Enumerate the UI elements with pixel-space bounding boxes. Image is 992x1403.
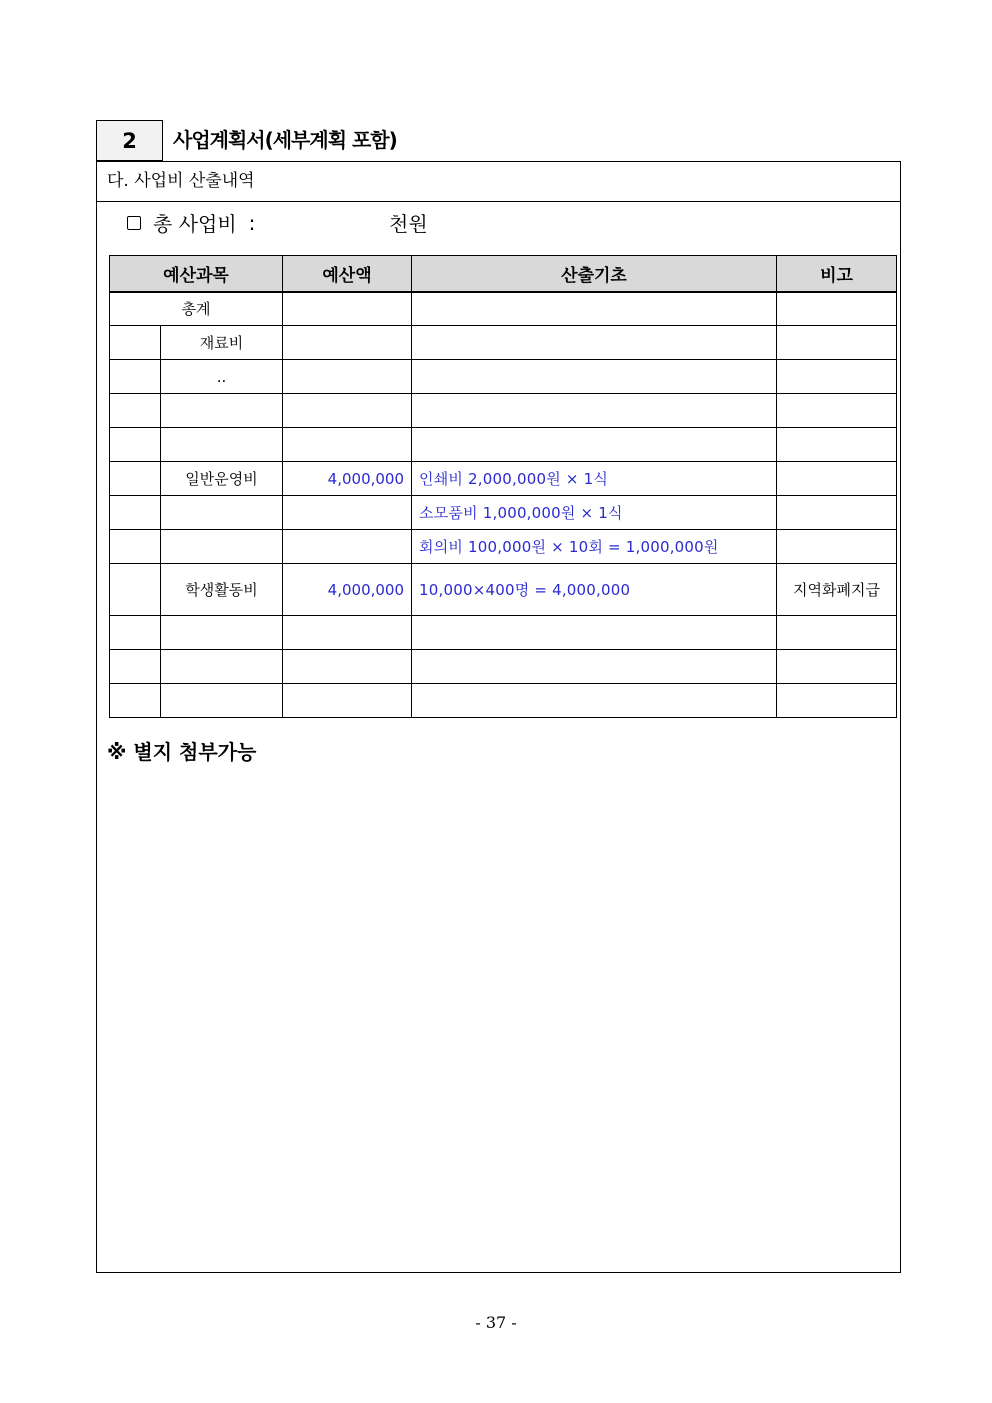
remarks-cell [777,326,897,360]
remarks-cell [777,530,897,564]
total-colon: : [248,210,256,235]
amount-cell [283,326,412,360]
remarks-cell: 지역화폐지급 [777,564,897,616]
total-label: 총 사업비 [153,212,237,236]
table-row [110,394,897,428]
item-cell: 일반운영비 [161,462,283,496]
basis-cell [412,616,777,650]
header-amount: 예산액 [283,256,412,292]
table-row [110,326,897,360]
header-budget-item: 예산과목 [110,256,283,292]
item-cell: 재료비 [161,326,283,360]
basis-cell: 10,000×400명 = 4,000,000 [412,564,777,616]
indent-cell [110,326,161,360]
amount-cell [283,530,412,564]
amount-cell [283,394,412,428]
amount-cell [283,616,412,650]
remarks-cell [777,360,897,394]
amount-cell [283,684,412,718]
remarks-cell [777,394,897,428]
remarks-cell [777,616,897,650]
amount-cell: 4,000,000 [283,564,412,616]
indent-cell [110,394,161,428]
remarks-cell [777,650,897,684]
table-row [110,360,897,394]
basis-cell [412,292,777,326]
table-row [110,616,897,650]
attachment-note: ※ 별지 첨부가능 [107,740,257,764]
table-row [110,530,897,564]
remarks-cell [777,428,897,462]
amount-cell: 4,000,000 [283,462,412,496]
header-remarks: 비고 [777,256,897,292]
basis-cell [412,428,777,462]
subheading: 다. 사업비 산출내역 [97,162,900,202]
basis-cell [412,650,777,684]
basis-cell: 소모품비 1,000,000원 × 1식 [412,496,777,530]
remarks-cell [777,496,897,530]
total-unit: 천원 [389,212,428,236]
item-cell [161,496,283,530]
table-row [110,650,897,684]
remarks-cell [777,684,897,718]
amount-cell [283,292,412,326]
item-cell: 학생활동비 [161,564,283,616]
table-row [110,684,897,718]
item-cell [161,616,283,650]
item-cell [161,428,283,462]
header-basis: 산출기초 [412,256,777,292]
remarks-cell [777,462,897,496]
indent-cell [110,462,161,496]
section-title: 사업계획서(세부계획 포함) [173,128,397,152]
indent-cell [110,428,161,462]
indent-cell [110,564,161,616]
basis-cell [412,360,777,394]
item-cell [161,650,283,684]
basis-cell: 회의비 100,000원 × 10회 = 1,000,000원 [412,530,777,564]
indent-cell [110,496,161,530]
section-number: 2 [96,120,163,161]
amount-cell [283,360,412,394]
amount-cell [283,428,412,462]
remarks-cell [777,292,897,326]
total-budget-line [127,208,428,237]
indent-cell [110,650,161,684]
indent-cell [110,684,161,718]
amount-cell [283,496,412,530]
table-row [110,462,897,496]
basis-cell [412,394,777,428]
indent-cell [110,360,161,394]
document-frame [96,161,901,1273]
table-row [110,496,897,530]
basis-cell: 인쇄비 2,000,000원 × 1식 [412,462,777,496]
table-header-row [110,256,897,292]
basis-cell [412,326,777,360]
page-number: - 37 - [475,1313,517,1332]
indent-cell [110,530,161,564]
item-cell: 총계 [110,292,283,326]
item-cell [161,394,283,428]
budget-table [109,255,897,718]
table-row [110,292,897,326]
item-cell [161,530,283,564]
item-cell [161,684,283,718]
amount-cell [283,650,412,684]
table-row [110,564,897,616]
basis-cell [412,684,777,718]
checkbox-icon [127,216,141,230]
indent-cell [110,616,161,650]
item-cell: .. [161,360,283,394]
table-row [110,428,897,462]
